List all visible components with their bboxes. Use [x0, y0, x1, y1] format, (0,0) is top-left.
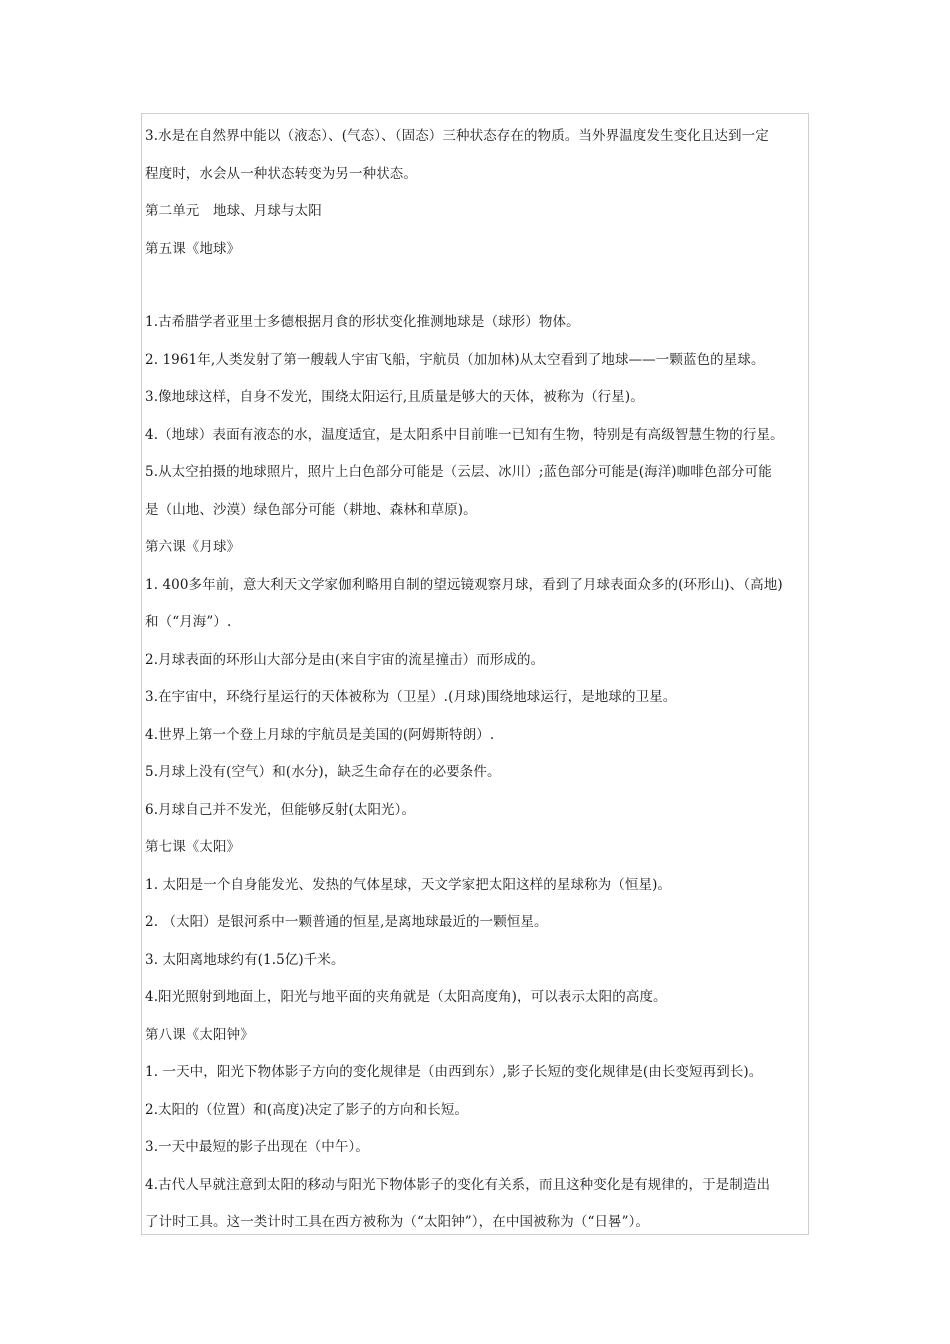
paragraph-line: 4.世界上第一个登上月球的宇航员是美国的(阿姆斯特朗）.: [145, 726, 495, 743]
paragraph-line: 2. （太阳）是银河系中一颗普通的恒星,是离地球最近的一颗恒星。: [145, 914, 548, 930]
lesson-heading: 第六课《月球》: [145, 539, 241, 555]
blank-gap: [145, 268, 813, 304]
paragraph-line: 是（山地、沙漠）绿色部分可能（耕地、森林和草原)。: [145, 501, 477, 518]
paragraph-line: 1. 400多年前，意大利天文学家伽利略用自制的望远镜观察月球，看到了月球表面众多的(环形山)、（高地): [145, 576, 783, 593]
paragraph-line: 4.古代人早就注意到太阳的移动与阳光下物体影子的变化有关系，而且这种变化是有规律的，于是制造出: [145, 1176, 771, 1193]
paragraph-line: 4.阳光照射到地面上，阳光与地平面的夹角就是（太阳高度角)，可以表示太阳的高度。: [145, 989, 667, 1005]
unit-heading: 第二单元 地球、月球与太阳: [145, 203, 322, 219]
paragraph-line: 1. 一天中，阳光下物体影子方向的变化规律是（由西到东）,影子长短的变化规律是(由长变短再到长)。: [145, 1064, 763, 1080]
paragraph-line: 程度时，水会从一种状态转变为另一种状态。: [145, 165, 417, 182]
paragraph-line: 和（“月海”）.: [145, 614, 232, 630]
paragraph-line: 2.太阳的（位置）和(高度)决定了影子的方向和长短。: [145, 1101, 469, 1118]
paragraph-line: 3.水是在自然界中能以（液态）、(气态）、（固态）三种状态存在的物质。当外界温度发生变化且达到一定: [145, 128, 769, 144]
paragraph-line: 了计时工具。这一类计时工具在西方被称为（“太阳钟”），在中国被称为（“日晷”）。: [145, 1214, 650, 1230]
paragraph-line: 4.（地球）表面有液态的水，温度适宜，是太阳系中目前唯一已知有生物，特别是有高级智慧生物的行星。: [145, 426, 784, 443]
paragraph-line: 2.月球表面的环形山大部分是由(来自宇宙的流星撞击）而形成的。: [145, 651, 545, 668]
paragraph-line: 5.从太空拍摄的地球照片，照片上白色部分可能是（云层、冰川）;蓝色部分可能是(海洋)咖啡色部分可能: [145, 464, 772, 480]
paragraph-line: 3.像地球这样，自身不发光，围绕太阳运行,且质量是够大的天体，被称为（行星)。: [145, 389, 644, 405]
paragraph-line: 2. 1961年,人类发射了第一艘载人宇宙飞船，宇航员（加加林)从太空看到了地球——一颗蓝色的星球。: [145, 351, 765, 368]
paragraph-line: 1.古希腊学者亚里士多德根据月食的形状变化推测地球是（球形）物体。: [145, 314, 580, 330]
document-body: [145, 118, 813, 1242]
paragraph-line: 3. 太阳离地球约有(1.5亿)千米。: [145, 951, 345, 968]
lesson-heading: 第五课《地球》: [145, 240, 241, 257]
paragraph-line: 1. 太阳是一个自身能发光、发热的气体星球，天文学家把太阳这样的星球称为（恒星)。: [145, 876, 672, 893]
paragraph-line: 6.月球自己并不发光，但能够反射(太阳光）。: [145, 801, 416, 818]
paragraph-line: 5.月球上没有(空气）和(水分)，缺乏生命存在的必要条件。: [145, 764, 501, 780]
lesson-heading: 第七课《太阳》: [145, 839, 241, 855]
paragraph-line: 3.一天中最短的影子出现在（中午）。: [145, 1139, 369, 1155]
lesson-heading: 第八课《太阳钟》: [145, 1026, 254, 1043]
paragraph-line: 3.在宇宙中，环绕行星运行的天体被称为（卫星）.(月球)围绕地球运行，是地球的卫星。: [145, 689, 677, 705]
